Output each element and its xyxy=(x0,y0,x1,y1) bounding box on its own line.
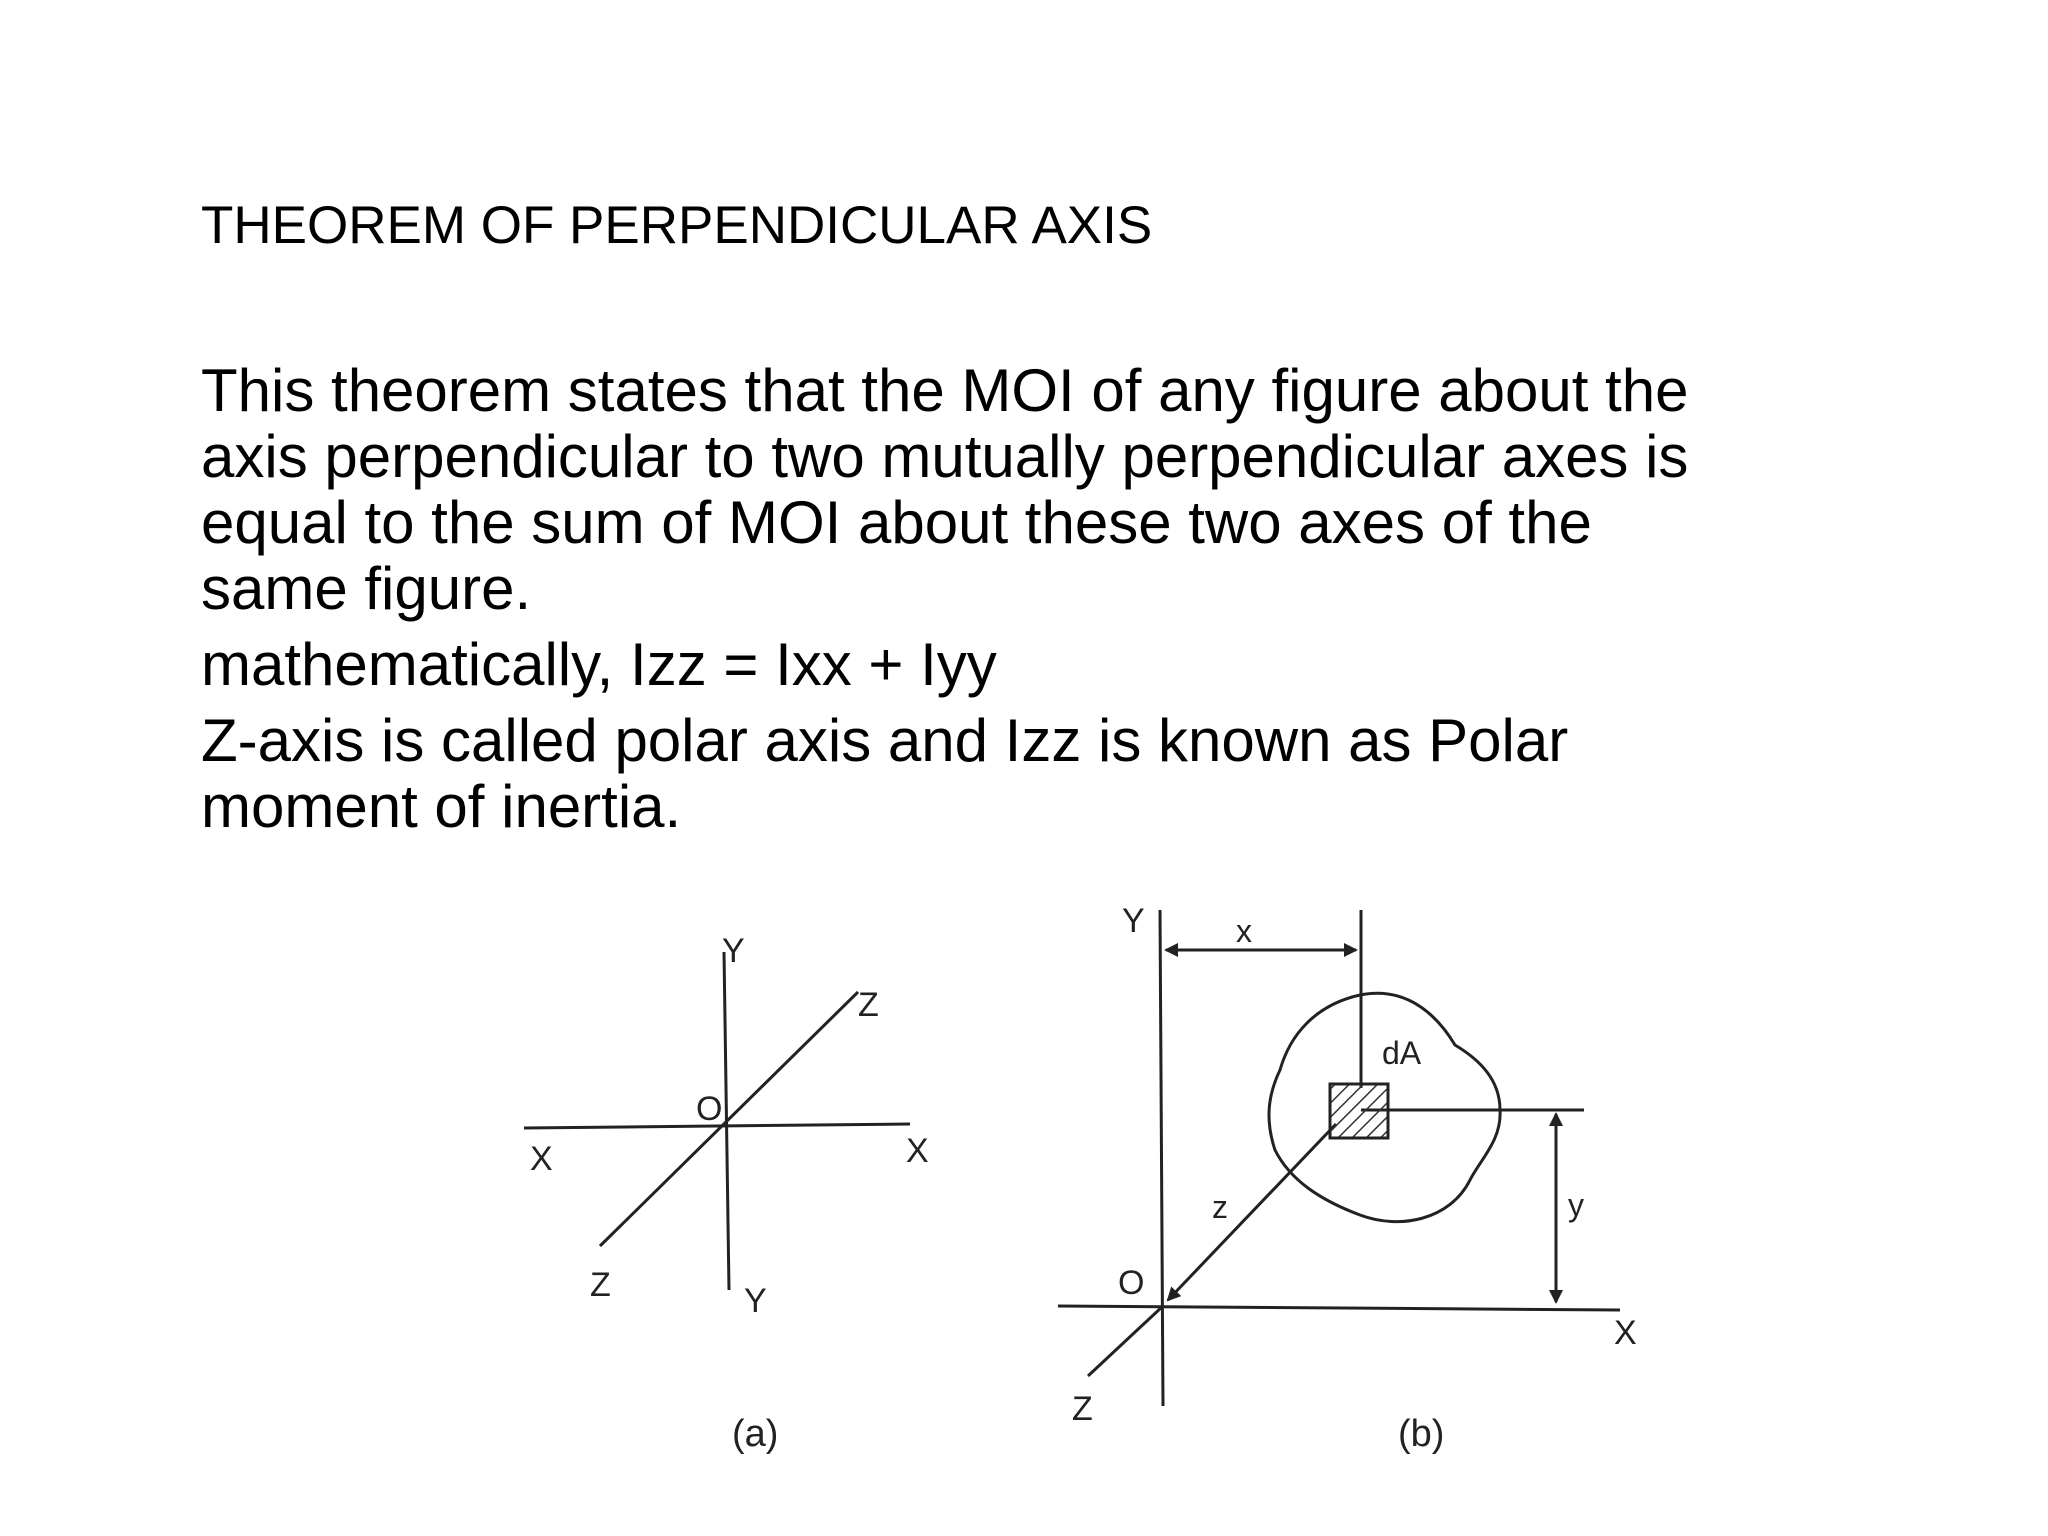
figure-a-label-z-bottom: Z xyxy=(590,1266,611,1304)
figure-a-label-origin: O xyxy=(696,1090,723,1128)
figure-a-label-z-top: Z xyxy=(858,986,879,1024)
figure-b-label-origin: O xyxy=(1118,1264,1145,1302)
polar-line: Z-axis is called polar axis and Izz is known as Polar xyxy=(201,707,1569,774)
figure-b-label-x-axis: X xyxy=(1614,1314,1637,1352)
figure-b-y-axis xyxy=(1160,910,1163,1406)
figure-b-label-element: dA xyxy=(1382,1035,1422,1071)
figure-a-label-x-right: X xyxy=(906,1132,929,1170)
figure-b xyxy=(1058,910,1620,1406)
slide-title: THEOREM OF PERPENDICULAR AXIS xyxy=(201,196,1153,255)
statement-line: This theorem states that the MOI of any figure about the xyxy=(201,357,1689,424)
figure-a-label-y-top: Y xyxy=(722,932,745,970)
figure-b-label-x-dist: x xyxy=(1236,913,1252,949)
figure-b-label-y-dist: y xyxy=(1568,1187,1584,1223)
figure-b-caption: (b) xyxy=(1398,1413,1445,1455)
figure-a-label-x-left: X xyxy=(530,1140,553,1178)
area-element-dA xyxy=(1330,1084,1388,1138)
statement-line: same figure. xyxy=(201,555,532,622)
z-distance-line xyxy=(1168,1124,1336,1300)
figure-a-label-y-bottom: Y xyxy=(744,1282,767,1320)
formula-line: mathematically, Izz = Ixx + Iyy xyxy=(201,631,997,698)
figure-b-z-axis xyxy=(1088,1306,1163,1376)
figure-b-label-z-axis: Z xyxy=(1072,1390,1093,1428)
figure-a-caption: (a) xyxy=(732,1413,779,1455)
figure-b-label-y-axis: Y xyxy=(1122,902,1145,940)
statement-line: axis perpendicular to two mutually perpendicular axes is xyxy=(201,423,1689,490)
figure-b-label-z-dist: z xyxy=(1212,1189,1228,1225)
statement-line: equal to the sum of MOI about these two axes of the xyxy=(201,489,1592,556)
figure-b-x-axis xyxy=(1058,1306,1620,1310)
polar-line: moment of inertia. xyxy=(201,773,682,840)
